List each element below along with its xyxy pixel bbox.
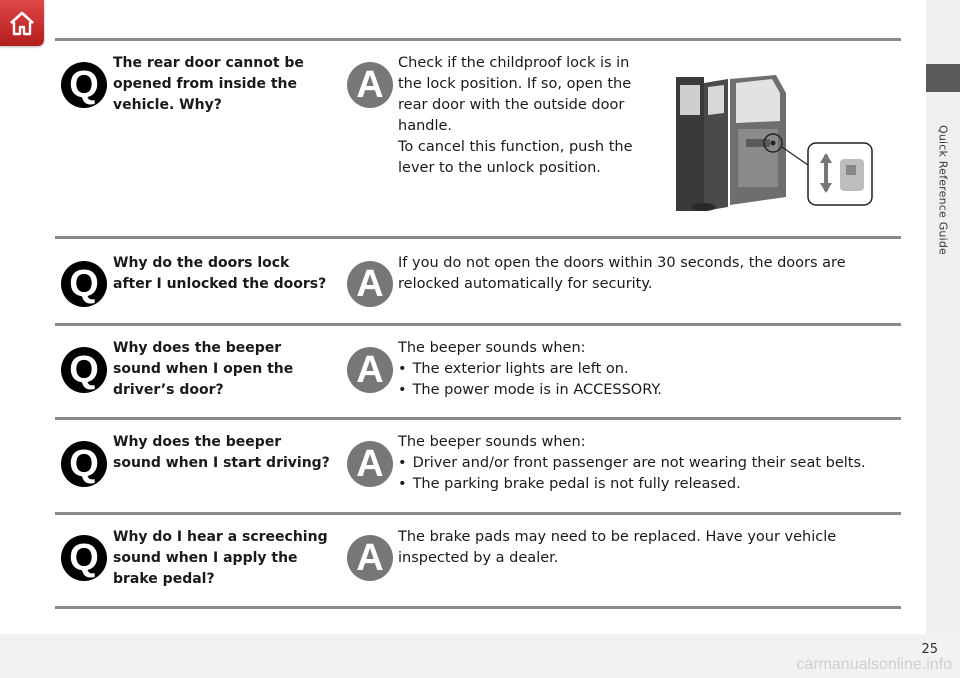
divider	[55, 236, 901, 239]
side-strip	[926, 0, 960, 678]
question-line: The rear door cannot be	[113, 55, 304, 71]
question-line: sound when I apply the	[113, 550, 298, 566]
answer-text	[398, 527, 888, 569]
answer-bullet: • The parking brake pedal is not fully released.	[398, 474, 888, 495]
answer-badge: A	[347, 62, 393, 108]
question-text	[113, 253, 333, 295]
answer-badge: A	[347, 347, 393, 393]
question-text	[113, 338, 333, 401]
answer-badge: A	[347, 535, 393, 581]
question-line: brake pedal?	[113, 571, 215, 587]
answer-line: To cancel this function, push the	[398, 139, 633, 155]
home-button[interactable]	[0, 0, 44, 46]
watermark: carmanualsonline.info	[796, 656, 952, 673]
divider	[55, 606, 901, 609]
question-line: sound when I start driving?	[113, 455, 330, 471]
question-text	[113, 432, 333, 474]
answer-bullet: • The power mode is in ACCESSORY.	[398, 380, 888, 401]
divider	[55, 417, 901, 420]
answer-line: The beeper sounds when:	[398, 340, 586, 356]
answer-line: lever to the unlock position.	[398, 160, 601, 176]
answer-line: handle.	[398, 118, 453, 134]
home-icon	[7, 9, 37, 37]
answer-bullet: • Driver and/or front passenger are not wearing their seat belts.	[398, 453, 888, 474]
divider	[55, 512, 901, 515]
question-badge: Q	[61, 261, 107, 307]
section-tab[interactable]	[926, 64, 960, 92]
question-badge: Q	[61, 535, 107, 581]
answer-text	[398, 432, 888, 495]
answer-line: The brake pads may need to be replaced. Have your vehicle	[398, 529, 837, 545]
answer-line: inspected by a dealer.	[398, 550, 559, 566]
question-line: Why do the doors lock	[113, 255, 290, 271]
section-label: Quick Reference Guide	[936, 125, 950, 255]
answer-line: the lock position. If so, open the	[398, 76, 632, 92]
divider	[55, 323, 901, 326]
question-line: opened from inside the	[113, 76, 298, 92]
question-text	[113, 527, 333, 590]
answer-text	[398, 338, 888, 401]
question-badge: Q	[61, 62, 107, 108]
question-line: vehicle. Why?	[113, 97, 222, 113]
answer-badge: A	[347, 441, 393, 487]
question-line: Why do I hear a screeching	[113, 529, 328, 545]
answer-line: If you do not open the doors within 30 seconds, the doors are	[398, 255, 846, 271]
answer-text	[398, 253, 888, 295]
answer-line: relocked automatically for security.	[398, 276, 653, 292]
answer-badge: A	[347, 261, 393, 307]
answer-line: rear door with the outside door	[398, 97, 625, 113]
childproof-lock-illustration	[676, 73, 876, 213]
divider	[55, 38, 901, 41]
question-line: after I unlocked the doors?	[113, 276, 327, 292]
question-line: sound when I open the	[113, 361, 294, 377]
question-line: driver’s door?	[113, 382, 224, 398]
page-number: 25	[921, 642, 938, 657]
answer-line: The beeper sounds when:	[398, 434, 586, 450]
question-text	[113, 53, 333, 116]
question-line: Why does the beeper	[113, 434, 282, 450]
answer-bullet: • The exterior lights are left on.	[398, 359, 888, 380]
question-badge: Q	[61, 347, 107, 393]
question-badge: Q	[61, 441, 107, 487]
answer-line: Check if the childproof lock is in	[398, 55, 630, 71]
question-line: Why does the beeper	[113, 340, 282, 356]
